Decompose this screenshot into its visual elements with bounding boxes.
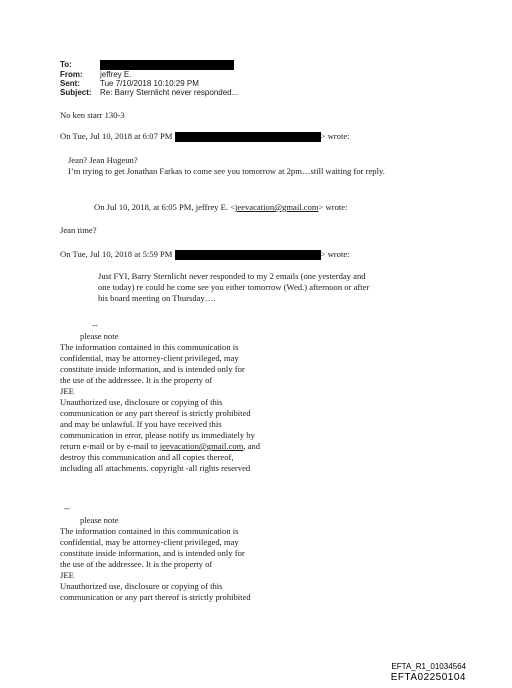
disclaimer-line: confidential, may be attorney-client privileged, may — [60, 353, 239, 363]
quote1-prefix: On Tue, Jul 10, 2018 at 6:07 PM — [60, 131, 173, 141]
from-value: jeffrey E. — [100, 70, 132, 79]
disclaimer-line: JEE — [60, 570, 74, 580]
quote3-line — [60, 249, 350, 260]
disclaimer2-dashes: -- — [64, 503, 70, 513]
quote2-line — [94, 202, 348, 213]
to-label: To: — [60, 60, 72, 70]
bates-id: EFTA02250104 — [390, 672, 466, 683]
sent-value: Tue 7/10/2018 10:10:29 PM — [100, 79, 199, 88]
disclaimer-line: The information contained in this communication is — [60, 526, 239, 536]
disclaimer1-please-note: please note — [80, 331, 119, 341]
disclaimer-line: communication in error, please notify us immediately by — [60, 430, 255, 440]
from-label: From: — [60, 70, 83, 79]
disclaimer-line: the use of the addressee. It is the property of — [60, 559, 213, 569]
disclaimer-line: communication or any part thereof is strictly prohibited — [60, 408, 251, 418]
disclaimer1-dashes: -- — [92, 320, 98, 330]
reply1-line1: Jean? Jean Hugeun? — [68, 155, 138, 165]
header-from-row — [60, 70, 131, 79]
disclaimer-line: The information contained in this communication is — [60, 342, 239, 352]
disclaimer2-text — [60, 526, 251, 603]
disclaimer-line: destroy this communication and all copies thereof, — [60, 452, 234, 462]
header-subject-row — [60, 88, 238, 97]
bates-id-r1: EFTA_R1_01034564 — [391, 662, 466, 671]
quote1-line — [60, 131, 350, 142]
disclaimer-line: Unauthorized use, disclosure or copying of this — [60, 581, 223, 591]
body-line-jean-time: Jean time? — [60, 225, 97, 235]
disclaimer-line: confidential, may be attorney-client privileged, may — [60, 537, 239, 547]
quote2-prefix: On Jul 10, 2018, at 6:05 PM, jeffrey E. < — [94, 202, 235, 212]
fyi-line: his board meeting on Thursday…. — [98, 293, 216, 303]
quote2-email-link[interactable]: jeevacation@gmail.com — [234, 202, 319, 212]
fyi-paragraph — [98, 271, 369, 304]
disclaimer-line: the use of the addressee. It is the property of — [60, 375, 213, 385]
quote3-suffix: > wrote: — [320, 249, 350, 259]
quote1-suffix: > wrote: — [320, 131, 350, 141]
fyi-line: Just FYI, Barry Sternlicht never responded to my 2 emails (one yesterday and — [98, 271, 366, 281]
disclaimer-return-line — [60, 441, 260, 452]
header-sent-row — [60, 79, 199, 88]
return-prefix: return e-mail or by e-mail to — [60, 441, 160, 451]
disclaimer-line: constitute inside information, and is intended only for — [60, 548, 245, 558]
fyi-line: one today) re could he come see you either tomorrow (Wed.) afternoon or after — [98, 282, 370, 292]
disclaimer-line: constitute inside information, and is intended only for — [60, 364, 245, 374]
disclaimer-line: and may be unlawful. If you have received this — [60, 419, 222, 429]
header-to-row — [60, 60, 234, 70]
disclaimer-line: Unauthorized use, disclosure or copying of this — [60, 397, 223, 407]
disclaimer2-please-note: please note — [80, 515, 119, 525]
disclaimer-email-link[interactable]: jeevacation@gmail.com — [159, 441, 244, 451]
disclaimer-line: JEE — [60, 386, 74, 396]
subject-label: Subject: — [60, 88, 92, 97]
reply1-line2: I’m trying to get Jonathan Farkas to come see you tomorrow at 2pm…still waiting for reply. — [68, 166, 385, 176]
disclaimer-line: including all attachments. copyright -all rights reserved — [60, 463, 251, 473]
quote3-prefix: On Tue, Jul 10, 2018 at 5:59 PM — [60, 249, 173, 259]
redaction-bar — [175, 132, 321, 142]
quote2-suffix: > wrote: — [318, 202, 348, 212]
disclaimer-line: communication or any part thereof is strictly prohibited — [60, 592, 251, 602]
disclaimer1-text — [60, 342, 260, 474]
redaction-bar — [100, 60, 234, 70]
sent-label: Sent: — [60, 79, 80, 88]
subject-value: Re: Barry Sternlicht never responded... — [100, 88, 239, 97]
return-suffix: , and — [243, 441, 261, 451]
redaction-bar — [175, 250, 321, 260]
body-line-ken-starr: No ken starr 130-3 — [60, 110, 125, 120]
